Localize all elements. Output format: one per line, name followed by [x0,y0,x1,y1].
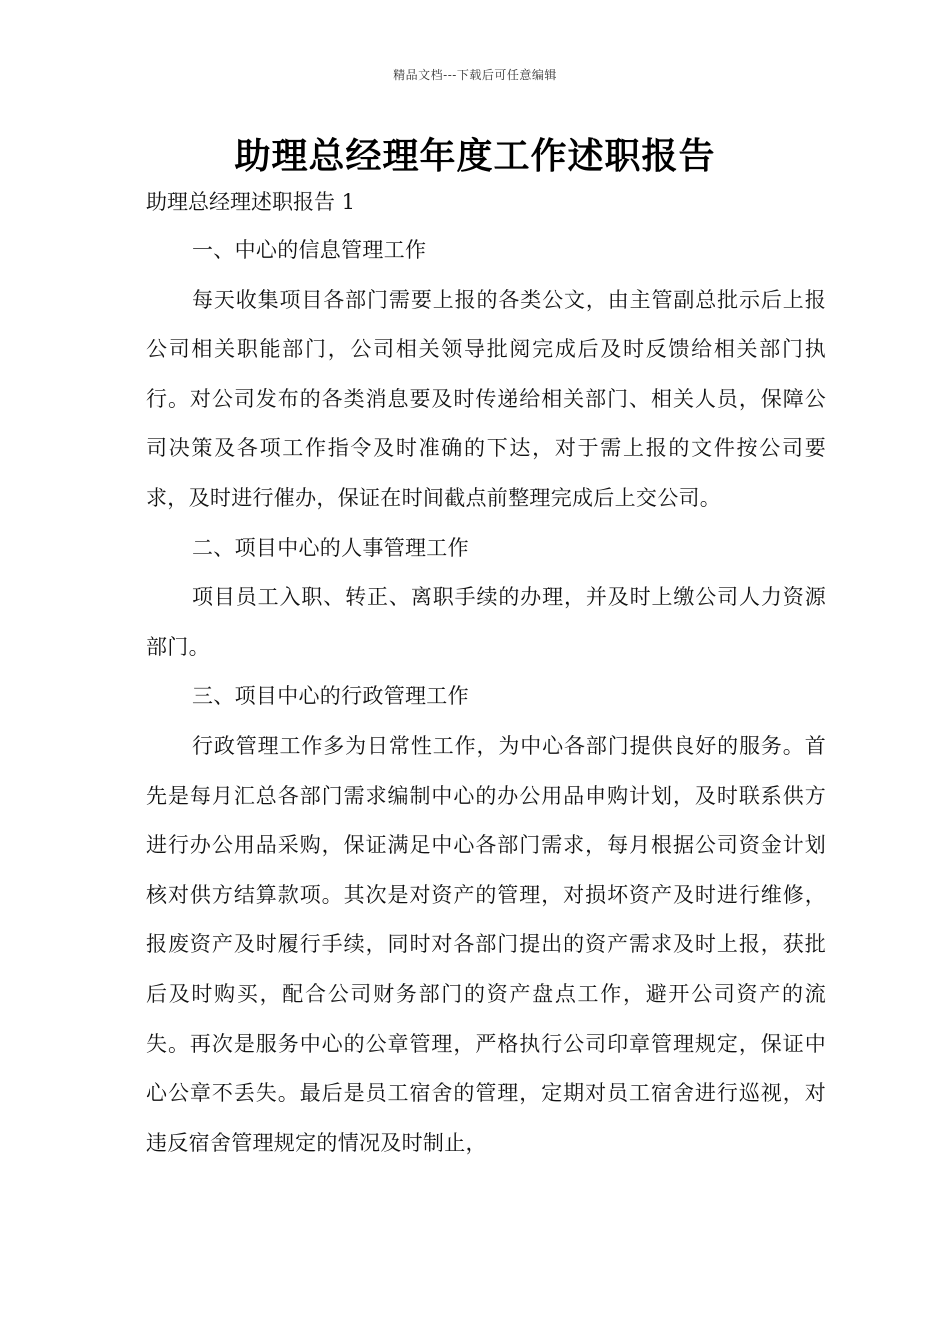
document-body [146,226,826,1168]
section-heading-1: 一、中心的信息管理工作 [192,238,427,262]
document-title: 助理总经理年度工作述职报告 [234,136,716,177]
section-heading-2: 二、项目中心的人事管理工作 [192,535,469,560]
section-heading-3: 三、项目中心的行政管理工作 [192,684,469,709]
document-subtitle: 助理总经理述职报告 1 [146,190,356,214]
paragraph-2: 项目员工入职、转正、离职手续的办理，并及时上缴公司人力资源部门。 [146,585,826,659]
paragraph-1: 每天收集项目各部门需要上报的各类公文，由主管副总批示后上报公司相关职能部门，公司相关领导批阅完成后及时反馈给相关部门执行。对公司发布的各类消息要及时传递给相关部门、相关人员，保障公司决策及各项工作指令及时准确的下达，对于需上报的文件按公司要求，及时进行催办，保证在时间截点前整理完成后上交公司。 [146,287,826,510]
paragraph-3: 行政管理工作多为日常性工作，为中心各部门提供良好的服务。首先是每月汇总各部门需求编制中心的办公用品申购计划，及时联系供方进行办公用品采购，保证满足中心各部门需求，每月根据公司资金计划核对供方结算款项。其次是对资产的管理，对损坏资产及时进行维修，报废资产及时履行手续，同时对各部门提出的资产需求及时上报，获批后及时购买，配合公司财务部门的资产盘点工作，避开公司资产的流失。再次是服务中心的公章管理，严格执行公司印章管理规定，保证中心公章不丢失。最后是员工宿舍的管理，定期对员工宿舍进行巡视，对违反宿舍管理规定的情况及时制止， [146,733,826,1155]
header-note: 精品文档---下载后可任意编辑 [393,68,557,82]
